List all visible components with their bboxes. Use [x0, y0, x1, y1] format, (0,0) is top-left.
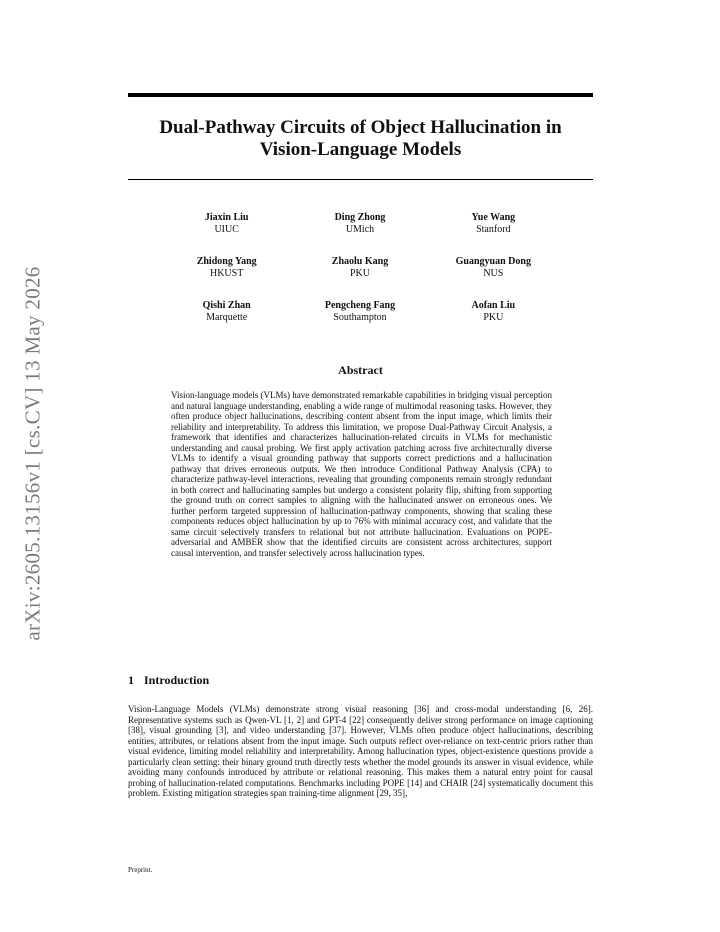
paper-title — [128, 117, 593, 161]
author-block — [160, 300, 293, 324]
author-name: Aofan Liu — [471, 300, 516, 311]
author-block — [160, 212, 293, 236]
introduction-text: Vision-Language Models (VLMs) demonstrate strong visual reasoning [36] and cross-modal understanding [6, 26]. Representative systems such as Qwen-VL [1, 2] and GPT-4 [22] consequently deliver strong performance on image captioning [38], visual grounding [3], and video understanding [37]. However, VLMs often produce object hallucinations, describing entities, attributes, or relations absent from the input image. Such outputs reflect over-reliance on text-centric priors rather than visual evidence, limiting model reliability and interpretability. Among hallucination types, object-existence questions provide a particularly clean setting: their binary ground truth directly tests whether the model grounds its answer in visual evidence, while avoiding many confounds introduced by attribute or relational reasoning. This makes them a natural entry point for causal probing of hallucination-related computations. Benchmarks including POPE [14] and CHAIR [24] systematically document this problem. Existing mitigation strategies span training-time alignment [29, 35], — [128, 704, 593, 798]
author-affiliation: UIUC — [214, 224, 239, 235]
author-name: Zhidong Yang — [196, 256, 257, 267]
arxiv-identifier-text: arXiv:2605.13156v1 [cs.CV] 13 May 2026 — [20, 265, 45, 641]
author-affiliation: UMich — [345, 224, 375, 235]
section-number: 1 — [128, 673, 134, 687]
author-affiliation: Stanford — [476, 224, 511, 235]
author-name: Guangyuan Dong — [455, 256, 531, 267]
author-name: Zhaolu Kang — [331, 256, 389, 267]
author-block — [427, 212, 560, 236]
author-name: Jiaxin Liu — [204, 212, 249, 223]
abstract-heading: Abstract — [338, 363, 383, 377]
author-block — [293, 212, 426, 236]
author-affiliation: HKUST — [209, 268, 244, 279]
title-rule-top — [128, 93, 593, 97]
section-heading — [128, 673, 209, 688]
author-name: Pengcheng Fang — [324, 300, 396, 311]
author-block — [160, 256, 293, 280]
title-rule-bottom — [128, 179, 593, 180]
author-affiliation: Marquette — [206, 312, 248, 323]
author-block — [293, 256, 426, 280]
author-affiliation: PKU — [483, 312, 504, 323]
title-line-1: Dual-Pathway Circuits of Object Hallucination in — [159, 117, 562, 138]
footer-note: Preprint. — [128, 866, 153, 874]
author-affiliation: PKU — [349, 268, 370, 279]
section-title: Introduction — [144, 673, 210, 687]
author-block — [293, 300, 426, 324]
author-grid — [160, 212, 560, 324]
title-line-2: Vision-Language Models — [259, 139, 462, 160]
author-name: Yue Wang — [471, 212, 516, 223]
author-affiliation: Southampton — [333, 312, 387, 323]
author-name: Qishi Zhan — [202, 300, 251, 311]
author-name: Ding Zhong — [334, 212, 386, 223]
abstract-text: Vision-language models (VLMs) have demonstrated remarkable capabilities in bridging visual perception and natural language understanding, enabling a wide range of multimodal reasoning tasks. However, they often produce object hallucinations, describing content absent from the input image, which limits their reliability and interpretability. To address this limitation, we propose Dual-Pathway Circuit Analysis, a framework that identifies and characterizes hallucination-related circuits in VLMs for mechanistic understanding and causal probing. We first apply activation patching across five architecturally diverse VLMs to identify a visual grounding pathway that supports correct predictions and a hallucination pathway that drives erroneous outputs. We then introduce Conditional Pathway Analysis (CPA) to characterize pathway-level interactions, revealing that grounding components remain strongly redundant in both correct and hallucinating samples but undergo a consistent polarity flip, shifting from supporting the ground truth on correct samples to aligning with the hallucinated answer on erroneous ones. We further perform targeted suppression of hallucination-pathway components, showing that scaling these components reduces object hallucination by up to 76% with minimal accuracy cost, and validate that the same circuit selectively transfers to relational but not attribute hallucination. Evaluations on POPE-adversarial and AMBER show that the identified circuits are consistent across architectures, support causal intervention, and transfer selectively across hallucination types. — [171, 390, 552, 558]
author-block — [427, 256, 560, 280]
author-block — [427, 300, 560, 324]
arxiv-identifier — [20, 258, 46, 648]
author-affiliation: NUS — [483, 268, 504, 279]
